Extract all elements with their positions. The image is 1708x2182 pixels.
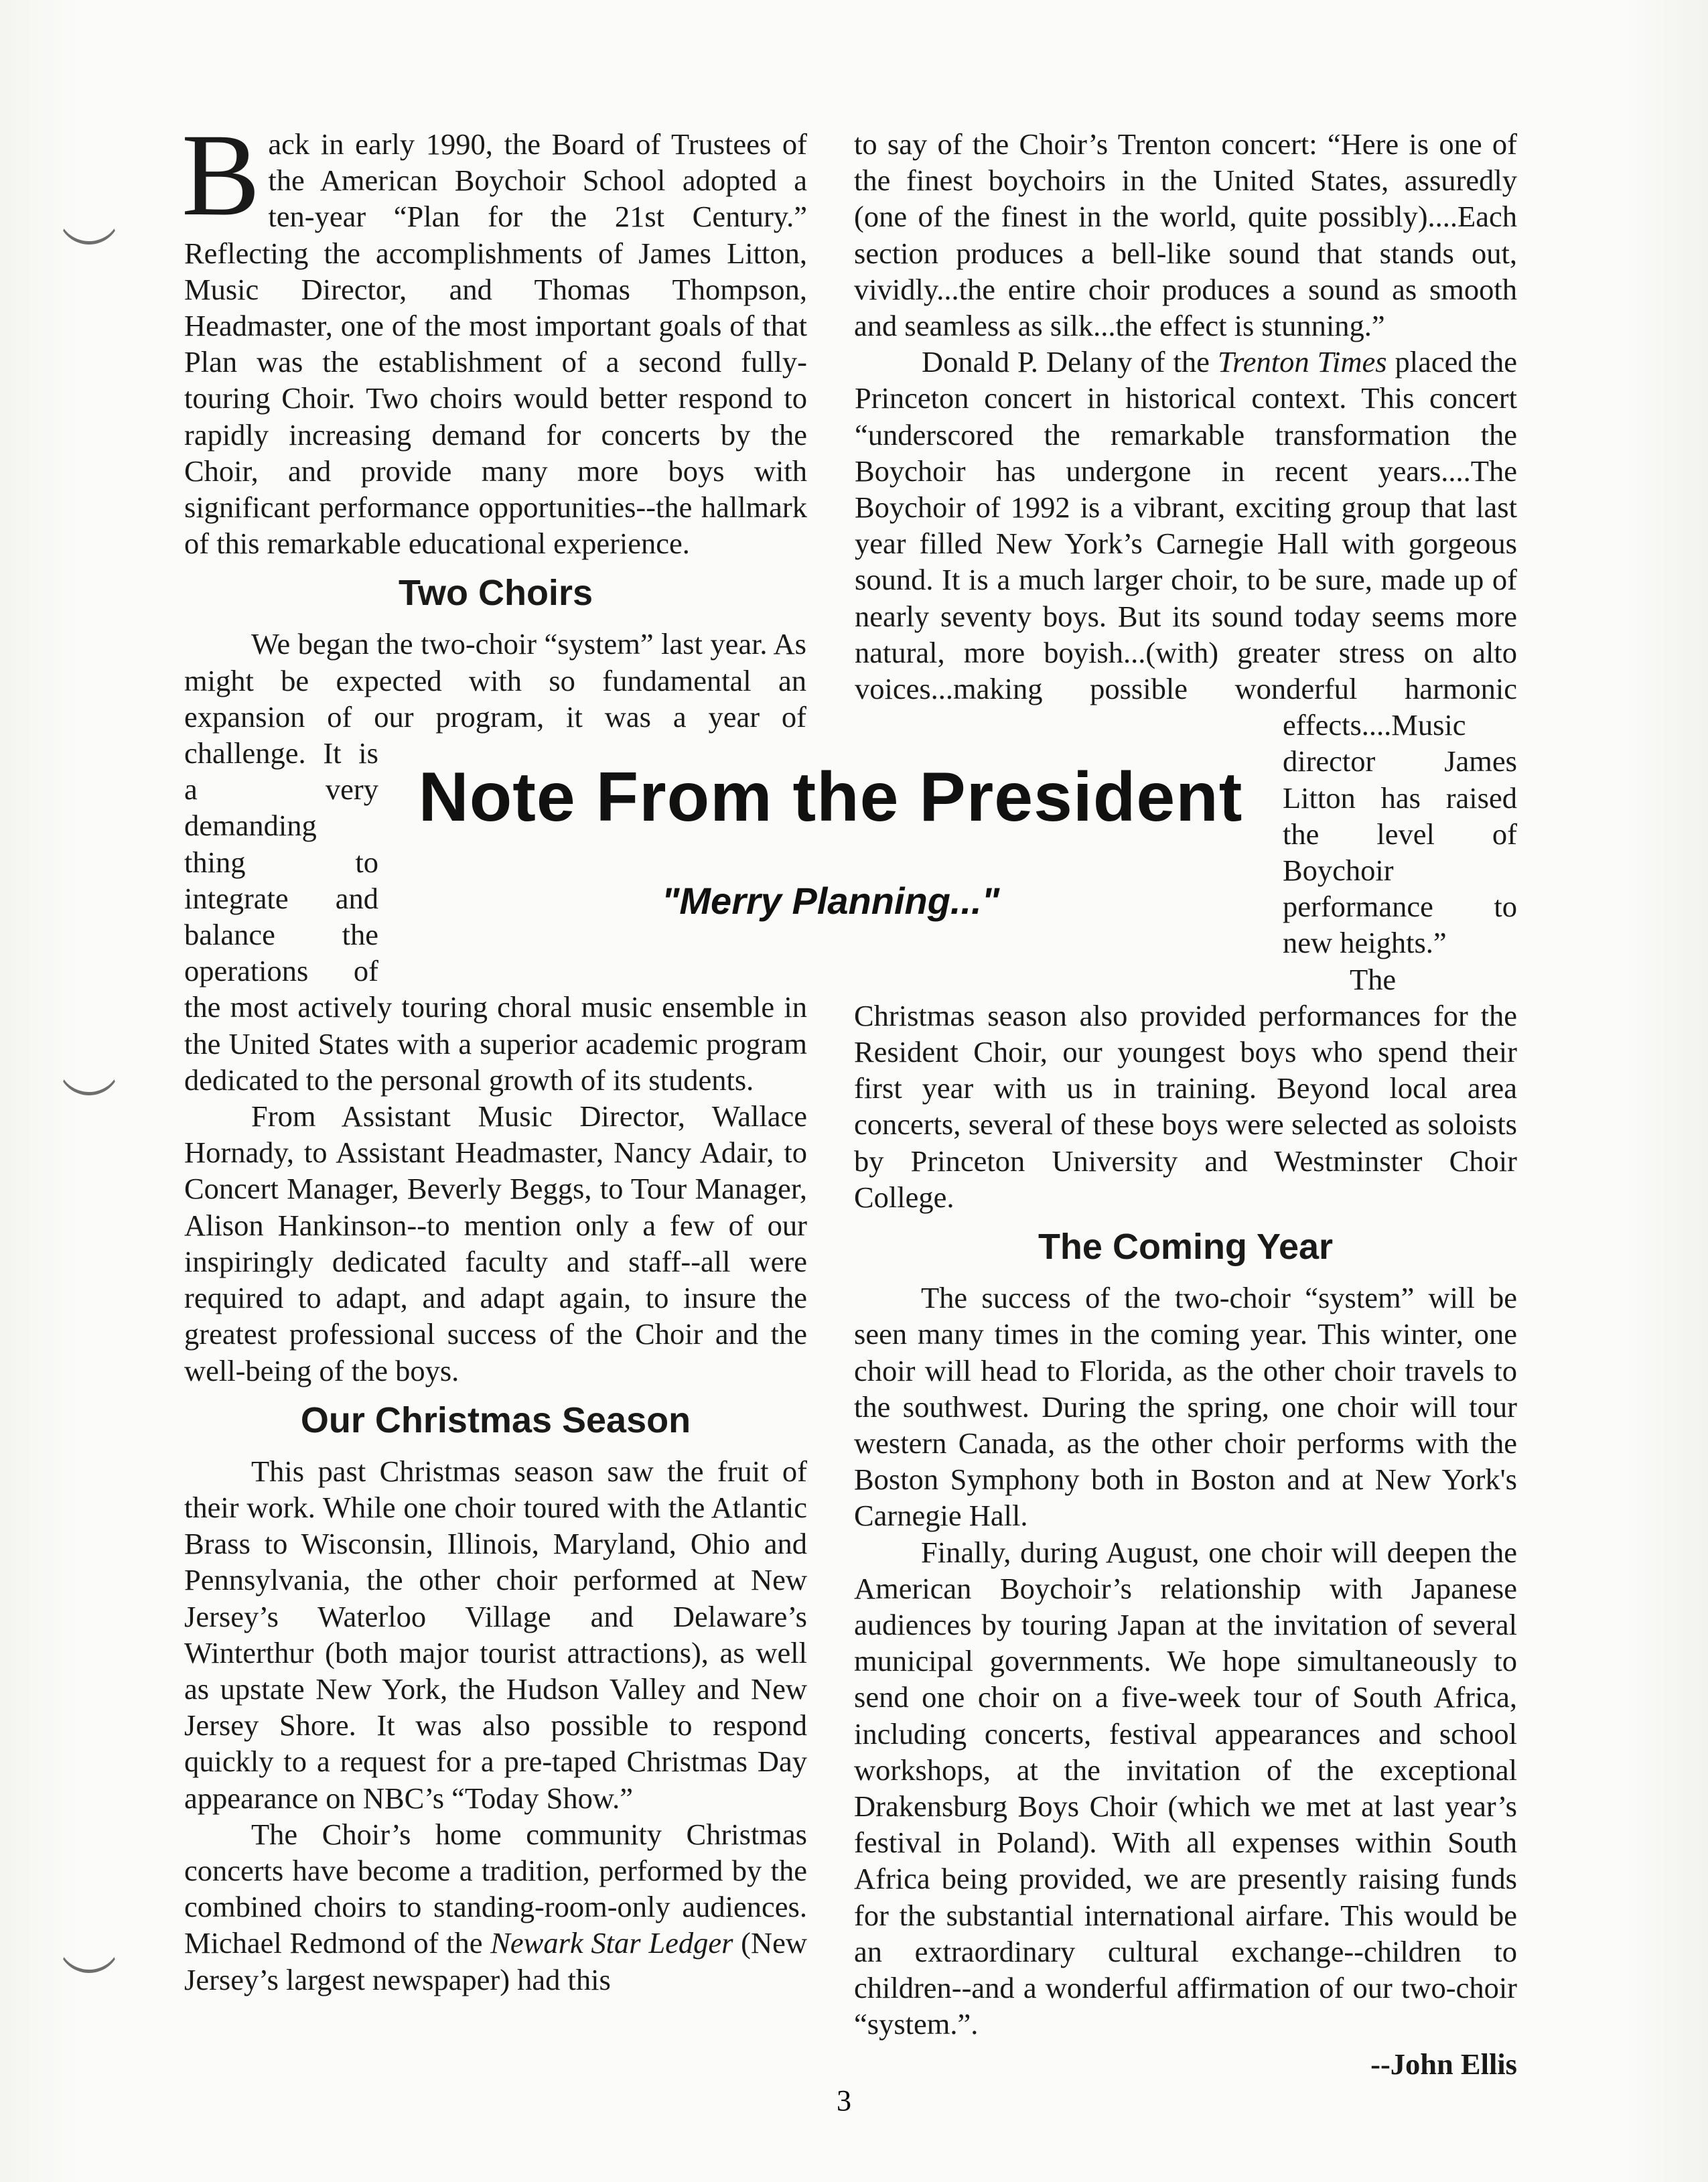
signature: --John Ellis: [1370, 2047, 1517, 2082]
two-choirs-paragraph: We began the two-choir “system” last year. As might be expected with so fundamental an expansion of our program, it was a year of challenge. It is a very demanding thing to integrate and balance the operations of the most actively touring choral music ensemble in the United States with a superior academic program dedicated to the personal growth of its students.: [184, 627, 807, 1097]
heading-christmas-season: Our Christmas Season: [300, 1400, 691, 1440]
delany-paragraph: Donald P. Delany of the Trenton Times placed the Princeton concert in historical context. This concert “underscored the remarkable transformation the Boychoir has undergone in recent years....The Boychoir of 1992 is a vibrant, exciting group that last year filled New York’s Carnegie Hall with gorgeous sound. It is a much larger choir, to be sure, made up of nearly seventy boys. But its sound today seems more natural, more boyish...(with) greater stress on alto voices...making possible wonderful harmonic effects....Music director James Litton has raised the level of Boychoir performance to new heights.”: [854, 344, 1517, 961]
punch-hole-bottom: [58, 1923, 121, 1973]
punch-hole-top: [58, 194, 121, 245]
staff-paragraph: From Assistant Music Director, Wallace Hornady, to Assistant Headmaster, Nancy Adair, to Concert Manager, Beverly Beggs, to Tour Manager, Alison Hankinson--to mention only a few of our inspiringly dedicated faculty and staff--all were required to adapt, and adapt again, to insure the greatest professional success of the Choir and the well-being of the boys.: [184, 1099, 807, 1387]
community-paragraph: The Choir’s home community Christmas concerts have become a tradition, performed by the combined choirs to standing-room-only audiences. Michael Redmond of the Newark Star Ledger (New Jersey’s largest newspaper) had this: [184, 1817, 808, 1996]
resident-choir-paragraph: The Christmas season also provided performances for the Resident Choir, our youngest boys who spend their first year with us in training. Beyond local area concerts, several of these boys were selected as soloists by Princeton University and Westminster Choir College.: [854, 962, 1517, 1214]
coming-year-paragraph: The success of the two-choir “system” will be seen many times in the coming year. This winter, one choir will head to Florida, as the other choir travels to the southwest. During the spring, one choir will tour western Canada, as the other choir performs with the Boston Symphony both in Boston and at New York's Carnegie Hall.: [854, 1281, 1517, 1533]
right-column: [854, 126, 1517, 2082]
punch-hole-middle: [58, 1045, 121, 1095]
page-subtitle: "Merry Planning...": [661, 880, 1000, 922]
page-title: Note From the President: [418, 758, 1243, 836]
wrap-push: [806, 626, 807, 760]
august-paragraph: Finally, during August, one choir will deepen the American Boychoir’s relationship with Japanese audiences by touring Japan at the invitation of several municipal governments. We hope simultaneously to send one choir on a five-week tour of South Africa, including concerts, festival appearances and school workshops, at the invitation of the exceptional Drakensburg Boys Choir (which we met at last year’s festival in Poland). With all expenses within South Africa being provided, we are presently raising funds for the substantial international airfare. This would be an extraordinary cultural exchange--children to children--and a wonderful affirmation of our two-choir “system.”.: [854, 1535, 1517, 2041]
left-column: [182, 110, 808, 2055]
intro-paragraph: Back in early 1990, the Board of Trustees of the American Boychoir School adopted a ten-year “Plan for the 21st Century.” Reflecting the accomplishments of James Litton, Music Director, and Thomas Thompson, Headmaster, one of the most important goals of that Plan was the establishment of a second fully-touring Choir. Two choirs would better respond to rapidly increasing demand for concerts by the Choir, and provide many more boys with significant performance opportunities--the hallmark of this remarkable educational experience.: [182, 110, 807, 561]
christmas-paragraph: This past Christmas season saw the fruit of their work. While one choir toured with the Atlantic Brass to Wisconsin, Illinois, Maryland, Ohio and Pennsylvania, the other choir performed at New Jersey’s Waterloo Village and Delaware’s Winterthur (both major tourist attractions), as well as upstate New York, the Hudson Valley and New Jersey Shore. It was also possible to respond quickly to a request for a pre-taped Christmas Day appearance on NBC’s “Today Show.”: [184, 1454, 807, 1815]
heading-coming-year: The Coming Year: [1038, 1227, 1334, 1268]
page-number: 3: [837, 2084, 851, 2117]
trenton-quote-paragraph: to say of the Choir’s Trenton concert: “Here is one of the finest boychoirs in the United States, assuredly (one of the finest in the world, quite possibly)....Each section produces a bell-like sound that stands out, vividly...the entire choir produces a sound as smooth and seamless as silk...the effect is stunning.”: [854, 127, 1517, 343]
title-block: [375, 757, 1286, 998]
drop-cap: B: [182, 110, 261, 241]
heading-two-choirs: Two Choirs: [399, 573, 593, 614]
